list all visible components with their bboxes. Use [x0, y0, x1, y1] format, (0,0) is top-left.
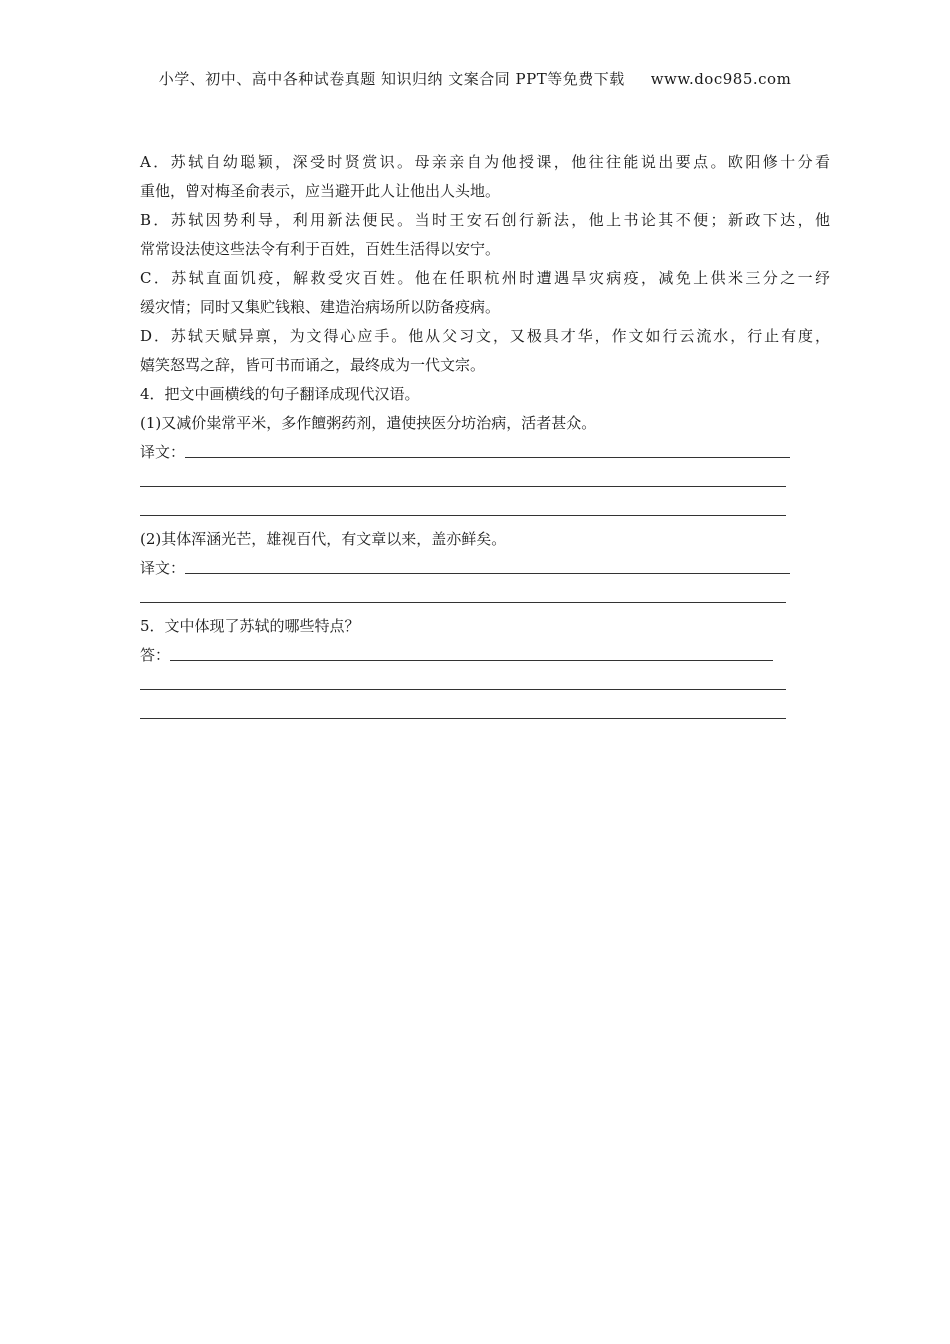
question-4-item-2: (2)其体浑涵光芒，雄视百代，有文章以来，盖亦鲜矣。	[140, 530, 507, 548]
option-d-line-1: D．苏轼天赋异禀，为文得心应手。他从父习文，又极具才华，作文如行云流水，行止有度，	[140, 327, 830, 345]
answer-line-5-b[interactable]	[140, 670, 830, 699]
answer-line-4-1-c[interactable]	[140, 496, 830, 525]
option-b-line-1: B．苏轼因势利导，利用新法便民。当时王安石创行新法，他上书论其不便；新政下达，他	[140, 211, 830, 229]
question-4-item-1: (1)又减价粜常平米，多作饘粥药剂，遣使挟医分坊治病，活者甚众。	[140, 414, 597, 432]
option-c-line-2: 缓灾情；同时又集贮钱粮、建造治病场所以防备疫病。	[140, 298, 501, 316]
document-body	[140, 148, 830, 728]
answer-line-5-c[interactable]	[140, 699, 830, 728]
option-a-line-2: 重他，曾对梅圣俞表示，应当避开此人让他出人头地。	[140, 182, 501, 200]
answer-blank	[185, 456, 790, 458]
question-5-prompt: 5．文中体现了苏轼的哪些特点？	[140, 617, 360, 635]
option-b-line-2: 常常设法使这些法令有利于百姓，百姓生活得以安宁。	[140, 240, 501, 258]
answer-line-4-2-b[interactable]	[140, 583, 830, 612]
option-a-line-1: A．苏轼自幼聪颖，深受时贤赏识。母亲亲自为他授课，他往往能说出要点。欧阳修十分看	[140, 153, 830, 171]
answer-blank	[170, 659, 773, 661]
answer-line-4-2[interactable]	[140, 554, 830, 583]
option-d-line-2: 嬉笑怒骂之辞，皆可书而诵之，最终成为一代文宗。	[140, 356, 486, 374]
answer-line-4-1-b[interactable]	[140, 467, 830, 496]
answer-blank	[185, 572, 790, 574]
page-header	[0, 68, 950, 89]
translation-label: 译文：	[140, 443, 186, 461]
header-site: www.doc985.com	[650, 70, 792, 88]
translation-label: 译文：	[140, 559, 186, 577]
question-4-prompt: 4．把文中画横线的句子翻译成现代汉语。	[140, 385, 420, 403]
answer-label: 答：	[140, 646, 171, 664]
option-c-line-1: C．苏轼直面饥疫，解救受灾百姓。他在任职杭州时遭遇旱灾病疫，减免上供米三分之一纾	[140, 269, 830, 287]
answer-line-4-1[interactable]	[140, 438, 830, 467]
header-text: 小学、初中、高中各种试卷真题 知识归纳 文案合同 PPT等免费下载	[158, 70, 625, 88]
answer-line-5[interactable]	[140, 641, 830, 670]
